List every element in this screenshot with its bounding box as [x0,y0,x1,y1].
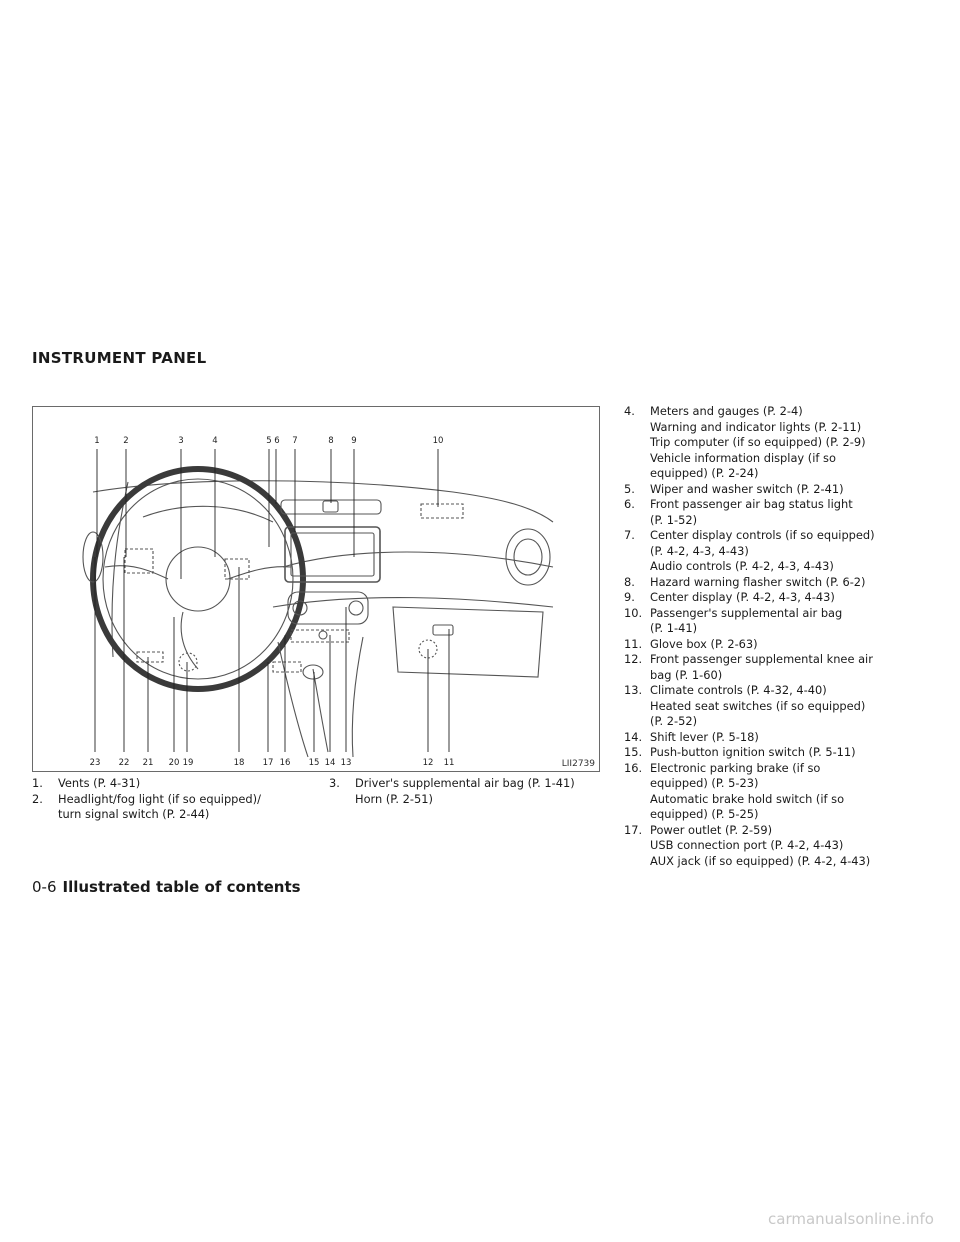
legend-item [624,683,944,730]
callout-7: 7 [292,436,298,446]
legend-column-2 [329,776,604,807]
legend-line: Climate controls (P. 4-32, 4-40) [650,683,827,697]
legend-item [624,528,944,575]
legend-item-number: 1. [32,776,43,790]
legend-line: Horn (P. 2-51) [355,791,433,806]
callout-2: 2 [123,436,129,446]
right-vent [506,529,550,585]
dash-mid-line [283,552,553,567]
legend-line: Meters and gauges (P. 2-4) [650,404,803,418]
callout-9: 9 [351,436,357,446]
legend-line: Passenger's supplemental air bag [650,605,843,620]
instrument-panel-figure [32,406,600,772]
legend-item-text [650,637,944,653]
hood-release [137,652,163,662]
legend-item-number: 6. [624,497,635,511]
legend-item-text [650,730,944,746]
legend-line: turn signal switch (P. 2-44) [58,807,210,821]
callout-14: 14 [324,758,336,768]
legend-item [624,761,944,823]
callout-15: 15 [308,758,320,768]
legend-item-number: 8. [624,574,635,589]
right-vent-inner [514,539,542,575]
legend-line: Front passenger supplemental knee air [650,652,873,666]
wheel-spoke-right [228,567,291,579]
legend-item-text [650,575,944,591]
legend-item-text [650,528,944,575]
legend-line: (P. 4-2, 4-3, 4-43) [650,543,749,558]
legend-item-number: 13. [624,683,643,697]
legend-item-text [355,776,604,807]
legend-item-number: 12. [624,652,643,666]
page-footer [32,878,301,896]
legend-line: Shift lever (P. 5-18) [650,729,759,744]
legend-line: Front passenger air bag status light [650,497,853,511]
legend-item-text [650,497,944,528]
climate-knob-right [349,601,363,615]
callout-20: 20 [168,758,180,768]
ignition-button [319,631,327,639]
glove-box [393,607,543,677]
passenger-airbag-area [421,504,463,518]
callout-16: 16 [279,758,291,768]
legend-item [624,482,944,498]
legend-item-number: 11. [624,636,643,651]
shift-lever [313,669,328,752]
legend-line: Trip computer (if so equipped) (P. 2-9) [650,435,866,449]
legend-line: Center display controls (if so equipped) [650,528,875,542]
console-left [278,642,308,757]
callout-12: 12 [422,758,434,768]
callout-18: 18 [233,758,245,768]
legend-line: Power outlet (P. 2-59) [650,822,773,837]
leader-lines-top [97,449,438,579]
legend-column-1 [32,776,322,823]
legend-item-number: 9. [624,590,635,604]
console-right [352,637,363,757]
steering-hub [166,547,230,611]
power-outlet-area [273,662,301,672]
legend-line: equipped) (P. 2-24) [650,466,759,480]
legend-item-text [650,652,944,683]
legend-line: USB connection port (P. 4-2, 4-43) [650,838,844,852]
legend-item-text [650,482,944,498]
legend-item [624,637,944,653]
callout-8: 8 [328,436,334,446]
legend-item-text [650,761,944,823]
callout-numbers-bottom [90,758,455,768]
legend-line: Audio controls (P. 4-2, 4-3, 4-43) [650,559,834,573]
legend-item [624,497,944,528]
callout-numbers-top [94,436,443,446]
callout-4: 4 [212,436,218,446]
steering-wheel-inner [103,479,293,679]
legend-item [624,575,944,591]
callout-13: 13 [340,758,352,768]
legend-item [32,776,322,792]
callout-11: 11 [443,758,455,768]
legend-column-3 [624,404,944,869]
watermark: carmanualsonline.info [768,1210,934,1228]
legend-item-text [58,776,322,792]
legend-line: Headlight/fog light (if so equipped)/ [58,791,261,806]
hazard-switch-shape [323,501,338,512]
legend-line: Vents (P. 4-31) [58,776,141,790]
legend-item [624,404,944,482]
legend-item [624,606,944,637]
legend-line: Automatic brake hold switch (if so [650,791,845,806]
callout-19: 19 [182,758,194,768]
legend-line: (P. 2-52) [650,714,698,728]
callout-1: 1 [94,436,100,446]
legend-item-number: 4. [624,404,635,418]
legend-line: Electronic parking brake (if so [650,760,821,775]
callout-5: 5 [266,436,272,446]
legend-line: Glove box (P. 2-63) [650,636,758,651]
figure-code: LII2739 [561,759,595,769]
legend-line: equipped) (P. 5-23) [650,776,759,790]
legend-item-number: 15. [624,745,643,759]
page-number: 0-6 [32,878,57,896]
steering-wheel-rim [93,469,303,689]
legend-item-number: 17. [624,822,643,837]
legend-item-number: 2. [32,791,43,806]
dash-lower-line [273,598,553,607]
legend-item-text [650,683,944,730]
legend-line: Driver's supplemental air bag (P. 1-41) [355,776,575,790]
legend-line: (P. 1-52) [650,512,698,527]
callout-21: 21 [142,758,154,768]
legend-item-text [650,590,944,606]
legend-line: Heated seat switches (if so equipped) [650,698,866,713]
legend-line: AUX jack (if so equipped) (P. 4-2, 4-43) [650,853,871,868]
legend-line: equipped) (P. 5-25) [650,807,759,821]
glove-box-handle [433,625,453,635]
footer-title: Illustrated table of contents [62,878,301,896]
legend-line: Push-button ignition switch (P. 5-11) [650,745,856,759]
callout-6: 6 [274,436,280,446]
legend-line: Vehicle information display (if so [650,450,836,465]
legend-item-text [650,606,944,637]
legend-item [329,776,604,807]
legend-item [32,792,322,823]
legend-item-number: 7. [624,528,635,542]
callout-23: 23 [89,758,101,768]
callout-3: 3 [178,436,184,446]
legend-item-text [650,823,944,870]
legend-item-text [58,792,322,823]
legend-item [624,652,944,683]
callout-22: 22 [118,758,130,768]
legend-item-text [650,745,944,761]
legend-item [624,730,944,746]
legend-line: (P. 1-41) [650,621,698,635]
legend-item-number: 5. [624,481,635,496]
legend-item-number: 14. [624,729,643,744]
headlight-switch-area [125,549,153,573]
legend-item-number: 3. [329,776,340,790]
legend-line: Warning and indicator lights (P. 2-11) [650,419,862,434]
legend-item [624,823,944,870]
wheel-spoke-bottom [181,612,198,669]
callout-17: 17 [262,758,274,768]
legend-item-number: 10. [624,605,643,620]
legend-line: Center display (P. 4-2, 4-3, 4-43) [650,590,835,604]
legend-item-text [650,404,944,482]
callout-10: 10 [432,436,444,446]
legend-line: Hazard warning flasher switch (P. 6-2) [650,574,866,589]
dashboard-illustration [33,407,599,771]
legend-line: bag (P. 1-60) [650,667,723,682]
section-title: INSTRUMENT PANEL [32,349,207,367]
legend-item [624,590,944,606]
legend-line: Wiper and washer switch (P. 2-41) [650,481,844,496]
meter-hood [143,506,273,522]
legend-item-number: 16. [624,760,643,775]
legend-item [624,745,944,761]
